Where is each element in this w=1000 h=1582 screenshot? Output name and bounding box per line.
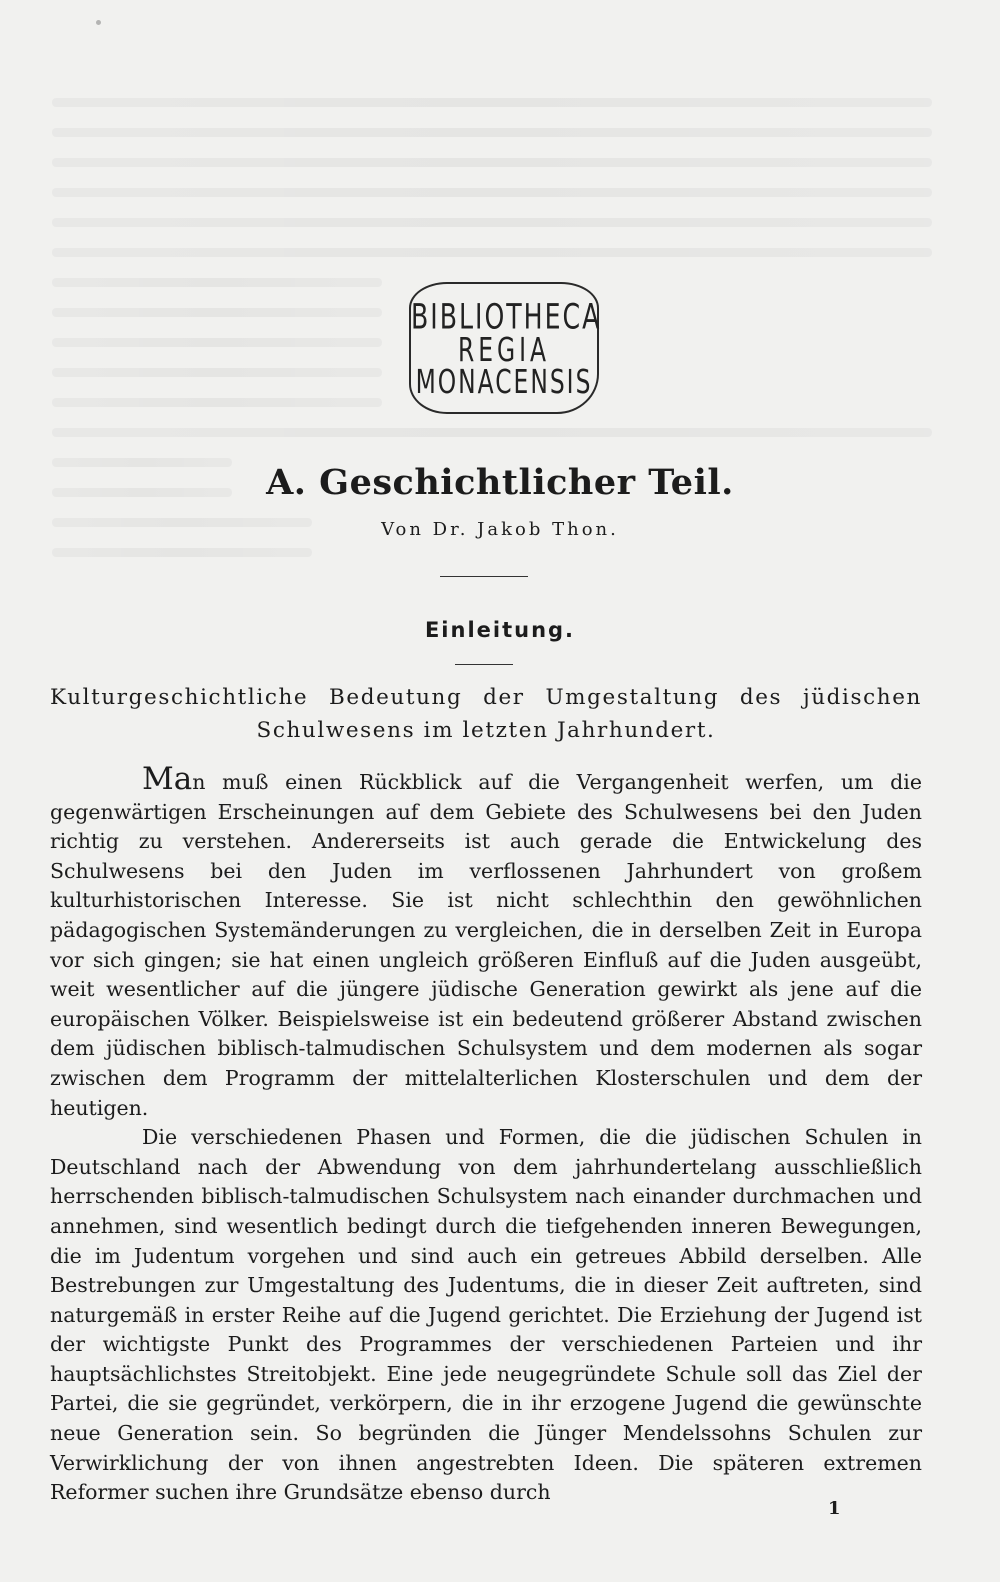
- stamp-line-2: REGIA: [457, 332, 551, 370]
- paper-speck: [96, 20, 101, 25]
- chapter-subheading: [50, 681, 922, 747]
- author-line: Von Dr. Jakob Thon.: [381, 519, 619, 540]
- stamp-line-1: BIBLIOTHECA: [411, 295, 602, 338]
- section-heading: Einleitung.: [424, 618, 576, 642]
- paragraph-1: [50, 761, 922, 1123]
- paragraph-1-text: n muß einen Rückblick auf die Vergangenheit werfen, um die gegenwärtigen Erscheinungen auf dem Gebiete des Schulwesens bei den Juden richtig zu verstehen. Andererseits ist auch gerade die Entwickelung des Schulwesens bei den Juden im verflossenen Jahrhundert von großem kulturhistorischen Interesse. Sie ist nicht schlechthin den gewöhnlichen pädagogischen Systemänderungen zu vergleichen, die in derselben Zeit in Europa vor sich gingen; sie hat einen ungleich größeren Einfluß auf die Juden ausgeübt, weit wesentlicher auf die jüngere jüdische Generation gewirkt als jene auf die europäischen Völker. Beispielsweise ist ein bedeutend größerer Abstand zwischen dem jüdischen biblisch-talmudischen Schulsystem und dem modernen als sogar zwischen dem Programm der mittelalterlichen Klosterschulen und dem der heutigen.: [50, 770, 922, 1120]
- subheading-line-2: Schulwesens im letzten Jahrhundert.: [256, 718, 716, 743]
- divider-rule: [440, 576, 528, 577]
- page-number: 1: [828, 1498, 841, 1519]
- paragraph-2: Die verschiedenen Phasen und Formen, die die jüdischen Schulen in Deutschland nach der Abwendung von dem jahrhundertelang ausschließlich herrschenden biblisch-talmudischen Schulsystem nach einander durchmachen und annehmen, sind wesentlich bedingt durch die tiefgehenden inneren Bewegungen, die im Judentum vorgehen und sind auch ein getreues Abbild derselben. Alle Bestrebungen zur Umgestaltung des Judentums, die in dieser Zeit auftreten, sind naturgemäß in erster Reihe auf die Jugend gerichtet. Die Erziehung der Jugend ist der wichtigste Punkt des Programmes der verschiedenen Parteien und ihr hauptsächlichstes Streitobjekt. Eine jede neugegründete Schule soll das Ziel der Partei, die sie gegründet, verkörpern, die in ihr erzogene Jugend die gewünschte neue Generation sein. So begründen die Jünger Mendelssohns Schulen zur Verwirklichung der von ihnen angestrebten Ideen. Die späteren extremen Reformer suchen ihre Grundsätze ebenso durch: [50, 1125, 922, 1505]
- stamp-line-3: MONACENSIS: [415, 364, 593, 402]
- part-title: A. Geschichtlicher Teil.: [266, 462, 734, 503]
- library-stamp: [409, 282, 602, 414]
- initial-letters: Ma: [142, 761, 193, 797]
- subheading-line-1: Kulturgeschichtliche Bedeutung der Umgestaltung des jüdischen: [50, 685, 922, 710]
- body-text: [50, 761, 922, 1508]
- divider-rule-small: [455, 664, 513, 665]
